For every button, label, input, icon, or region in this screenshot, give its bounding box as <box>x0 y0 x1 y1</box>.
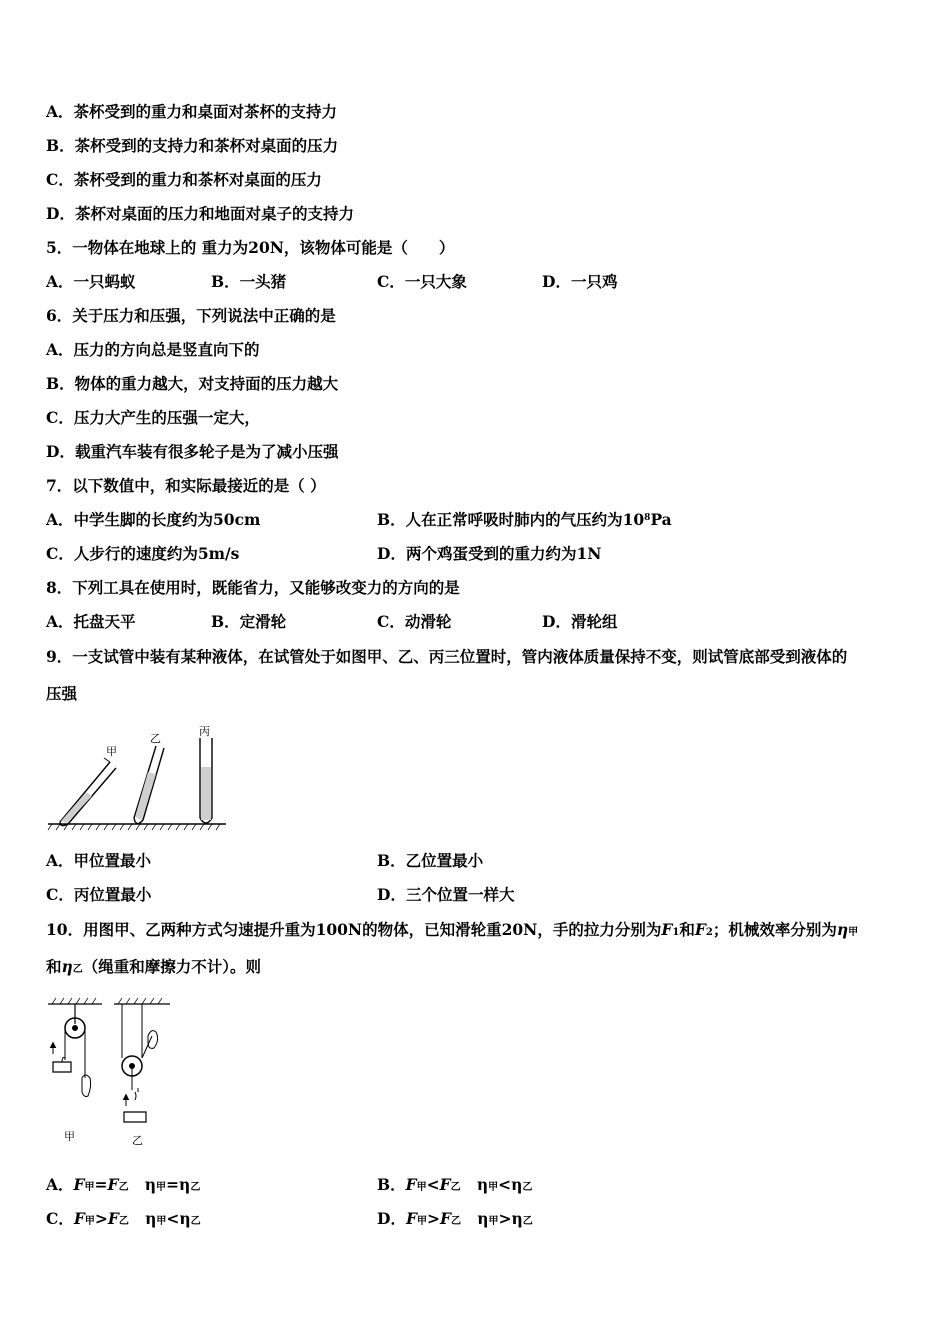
tube-jia <box>60 758 116 826</box>
sub-jia: 甲 <box>488 1216 499 1227</box>
q7-option-a: A．中学生脚的长度约为50cm <box>46 510 261 529</box>
sub-yi: 乙 <box>118 1182 129 1193</box>
force-symbol: F <box>439 1209 451 1228</box>
sub-yi: 乙 <box>450 1216 461 1227</box>
force-symbol: F <box>405 1175 417 1194</box>
q10-stem-part2: ；机械效率分别为 <box>712 920 837 939</box>
fig10-label-yi: 乙 <box>132 1135 143 1147</box>
q10-option-a <box>46 1175 200 1198</box>
q9-option-c: C．丙位置最小 <box>46 885 152 904</box>
q4-option-c: C．茶杯受到的重力和茶杯对桌面的压力 <box>46 170 322 189</box>
force-symbol: F <box>661 920 673 939</box>
force-symbol: F <box>439 1175 451 1194</box>
sub-yi: 乙 <box>522 1216 533 1227</box>
eta-symbol: η <box>179 1209 191 1228</box>
q8-option-c: C．动滑轮 <box>377 612 452 631</box>
q7-option-b <box>377 510 672 530</box>
and-word: 和 <box>679 920 695 939</box>
force-symbol: F <box>694 920 706 939</box>
q7-b-text: B．人在正常呼吸时肺内的气压约为10 <box>377 510 645 529</box>
q8-option-d: D．滑轮组 <box>542 612 618 631</box>
eta-sub-jia: 甲 <box>848 927 859 938</box>
q10-stem-part4: （绳重和摩擦力不计）。则 <box>82 957 262 976</box>
force-symbol: F <box>405 1209 417 1228</box>
q7-option-c: C．人步行的速度约为5m/s <box>46 544 240 563</box>
q7-b-exponent: 8 <box>644 513 651 523</box>
q6-option-d: D．载重汽车装有很多轮子是为了减小压强 <box>46 442 339 461</box>
relation-eta: > <box>498 1209 512 1228</box>
pulley-yi <box>122 1004 158 1122</box>
q9-stem-line1: 9．一支试管中装有某种液体，在试管处于如图甲、乙、丙三位置时，管内液体质量保持不变，则试管底部受到液体的 <box>46 647 848 666</box>
sub-yi: 乙 <box>190 1182 201 1193</box>
q5-option-d: D．一只鸡 <box>542 272 618 291</box>
q10-pulley-figure <box>46 996 176 1148</box>
q4-option-d: D．茶杯对桌面的压力和地面对桌子的支持力 <box>46 204 354 223</box>
q5-option-c: C．一只大象 <box>377 272 467 291</box>
sub-yi: 乙 <box>118 1216 129 1227</box>
sub-yi: 乙 <box>522 1182 533 1193</box>
q10-a-label: A． <box>46 1175 74 1194</box>
sub-yi: 乙 <box>190 1216 201 1227</box>
q10-option-d <box>377 1209 533 1232</box>
eta-symbol: η <box>61 957 73 976</box>
q6-option-c: C．压力大产生的压强一定大， <box>46 408 260 427</box>
q10-b-label: B． <box>377 1175 406 1194</box>
q9-option-b: B．乙位置最小 <box>377 851 484 870</box>
relation-force: < <box>426 1175 440 1194</box>
q10-option-c <box>46 1209 201 1232</box>
q5-option-a: A．一只蚂蚁 <box>46 272 136 291</box>
eta-symbol: η <box>476 1175 489 1194</box>
q10-stem-line2 <box>46 957 261 980</box>
eta-symbol: η <box>836 920 849 939</box>
q8-stem: 8．下列工具在使用时，既能省力，又能够改变力的方向的是 <box>46 578 460 597</box>
eta-symbol: η <box>511 1175 523 1194</box>
relation-force: > <box>426 1209 440 1228</box>
q6-stem: 6．关于压力和压强，下列说法中正确的是 <box>46 306 336 325</box>
q6-option-b: B．物体的重力越大，对支持面的压力越大 <box>46 374 339 393</box>
sub-jia: 甲 <box>416 1182 427 1193</box>
tube-yi <box>134 746 164 824</box>
force-symbol: F <box>107 1175 119 1194</box>
q9-test-tube-figure <box>46 722 230 832</box>
eta-symbol: η <box>179 1175 191 1194</box>
q7-option-d: D．两个鸡蛋受到的重力约为1N <box>377 544 602 563</box>
q8-option-b: B．定滑轮 <box>211 612 287 631</box>
force-symbol: F <box>73 1175 85 1194</box>
fig9-label-yi: 乙 <box>150 733 161 745</box>
sub-jia: 甲 <box>416 1216 427 1227</box>
tube-bing <box>200 738 212 823</box>
q10-stem-line1 <box>46 920 858 943</box>
sub-jia: 甲 <box>84 1182 95 1193</box>
q4-option-b: B．茶杯受到的支持力和茶杯对桌面的压力 <box>46 136 339 155</box>
sub-yi: 乙 <box>450 1182 461 1193</box>
fig10-label-jia: 甲 <box>64 1131 75 1143</box>
q10-c-label: C． <box>46 1209 74 1228</box>
fig9-label-bing: 丙 <box>199 726 210 738</box>
q5-stem: 5．一物体在地球上的 重力为20N，该物体可能是（ ） <box>46 238 455 257</box>
relation-eta: = <box>166 1175 180 1194</box>
eta-symbol: η <box>144 1175 157 1194</box>
sub-jia: 甲 <box>156 1216 167 1227</box>
q10-d-label: D． <box>377 1209 406 1228</box>
q5-option-b: B．一头猪 <box>211 272 287 291</box>
relation-eta: < <box>166 1209 180 1228</box>
fig9-label-jia: 甲 <box>106 746 117 758</box>
q9-option-a: A．甲位置最小 <box>46 851 152 870</box>
force-sub-1: 1 <box>672 927 680 938</box>
sub-jia: 甲 <box>488 1182 499 1193</box>
q7-b-unit: Pa <box>650 510 672 529</box>
eta-symbol: η <box>477 1209 489 1228</box>
sub-jia: 甲 <box>84 1216 95 1227</box>
relation-force: = <box>94 1175 108 1194</box>
force-sub-2: 2 <box>705 927 713 938</box>
force-symbol: F <box>73 1209 85 1228</box>
eta-sub-yi: 乙 <box>72 964 83 975</box>
pulley-jia <box>50 1004 91 1097</box>
q10-stem-part3: 和 <box>46 957 62 976</box>
eta-symbol: η <box>511 1209 523 1228</box>
q8-option-a: A．托盘天平 <box>46 612 136 631</box>
q7-stem: 7．以下数值中，和实际最接近的是（ ） <box>46 476 326 495</box>
q9-stem-line2: 压强 <box>46 684 78 703</box>
relation-force: > <box>94 1209 108 1228</box>
force-symbol: F <box>107 1209 119 1228</box>
q9-option-d: D．三个位置一样大 <box>377 885 515 904</box>
relation-eta: < <box>498 1175 512 1194</box>
eta-symbol: η <box>145 1209 157 1228</box>
q4-option-a: A．茶杯受到的重力和桌面对茶杯的支持力 <box>46 102 338 121</box>
q6-option-a: A．压力的方向总是竖直向下的 <box>46 340 260 359</box>
sub-jia: 甲 <box>156 1182 167 1193</box>
q10-option-b <box>377 1175 532 1198</box>
q10-stem-part1: 10．用图甲、乙两种方式匀速提升重为100N的物体，已知滑轮重20N，手的拉力分别为 <box>46 920 662 939</box>
